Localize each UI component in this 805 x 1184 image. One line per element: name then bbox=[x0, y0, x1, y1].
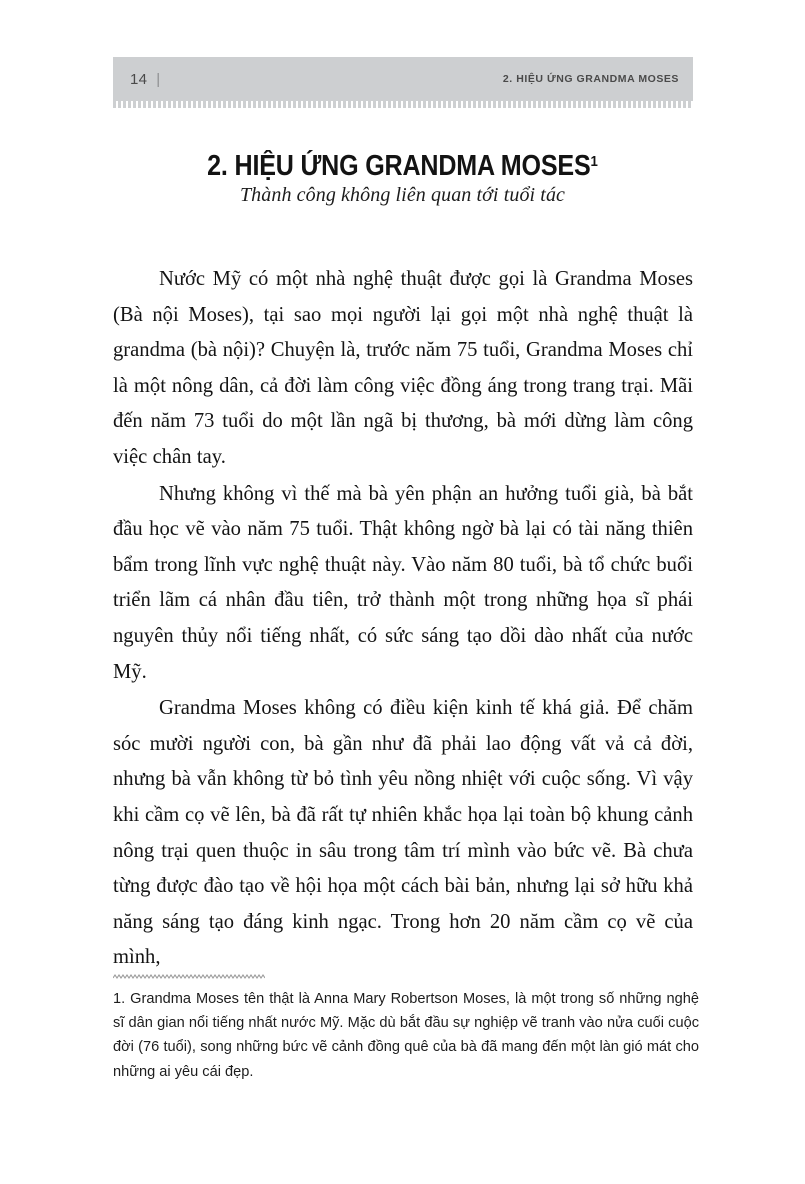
footnote-wavy-separator-icon bbox=[113, 972, 265, 981]
footnote-block bbox=[113, 972, 699, 1084]
running-header-title: 2. HIỆU ỨNG GRANDMA MOSES bbox=[502, 73, 679, 85]
body-paragraph: Grandma Moses không có điều kiện kinh tế khá giả. Để chăm sóc mười người con, bà gần như đã phải lao động vất vả cả đời, nhưng bà vẫn không từ bỏ tình yêu nồng nhiệt với cuộc sống. Vì vậy khi cầm cọ vẽ lên, bà đã rất tự nhiên khắc họa lại toàn bộ khung cảnh nông trại quen thuộc in sâu trong tâm trí mình vào bức vẽ. Bà chưa từng được đào tạo về hội họa một cách bài bản, nhưng lại sở hữu khả năng sáng tạo đáng kinh ngạc. Trong hơn 20 năm cầm cọ vẽ của mình, bbox=[113, 697, 693, 969]
footnote-text: 1. Grandma Moses tên thật là Anna Mary Robertson Moses, là một trong số những nghệ sĩ dân gian nổi tiếng nhất nước Mỹ. Mặc dù bắt đầu sự nghiệp vẽ tranh vào nửa cuối cuộc đời (76 tuổi), song những bức vẽ cảnh đồng quê của bà đã mang đến một làn gió mát cho những ai yêu cái đẹp. bbox=[113, 991, 699, 1080]
chapter-title-text: 2. HIỆU ỨNG GRANDMA MOSES bbox=[207, 150, 591, 183]
chapter-subtitle: Thành công không liên quan tới tuổi tác bbox=[239, 184, 566, 206]
running-header-band bbox=[113, 57, 693, 101]
body-text-column bbox=[113, 262, 693, 976]
body-paragraph: Nhưng không vì thế mà bà yên phận an hưởng tuổi già, bà bắt đầu học vẽ vào năm 75 tuổi. Thật không ngờ bà lại có tài năng thiên bẩm trong lĩnh vực nghệ thuật này. Vào năm 80 tuổi, bà tổ chức buổi triển lãm cá nhân đầu tiên, trở thành một trong những họa sĩ phái nguyên thủy nổi tiếng nhất, có sức sáng tạo dồi dào nhất của nước Mỹ. bbox=[113, 482, 693, 683]
folio-separator: | bbox=[156, 70, 161, 88]
body-paragraph: Nước Mỹ có một nhà nghệ thuật được gọi là Grandma Moses (Bà nội Moses), tại sao mọi người lại gọi một nhà nghệ thuật là grandma (bà nội)? Chuyện là, trước năm 75 tuổi, Grandma Moses chỉ là một nông dân, cả đời làm công việc đồng áng trong trang trại. Mãi đến năm 73 tuổi do một lần ngã bị thương, bà mới dừng làm công việc chân tay. bbox=[113, 268, 693, 468]
page-folio bbox=[130, 71, 161, 88]
folio-number: 14 bbox=[130, 70, 148, 88]
footnote-reference-marker: 1 bbox=[590, 153, 598, 171]
chapter-title bbox=[48, 150, 756, 183]
